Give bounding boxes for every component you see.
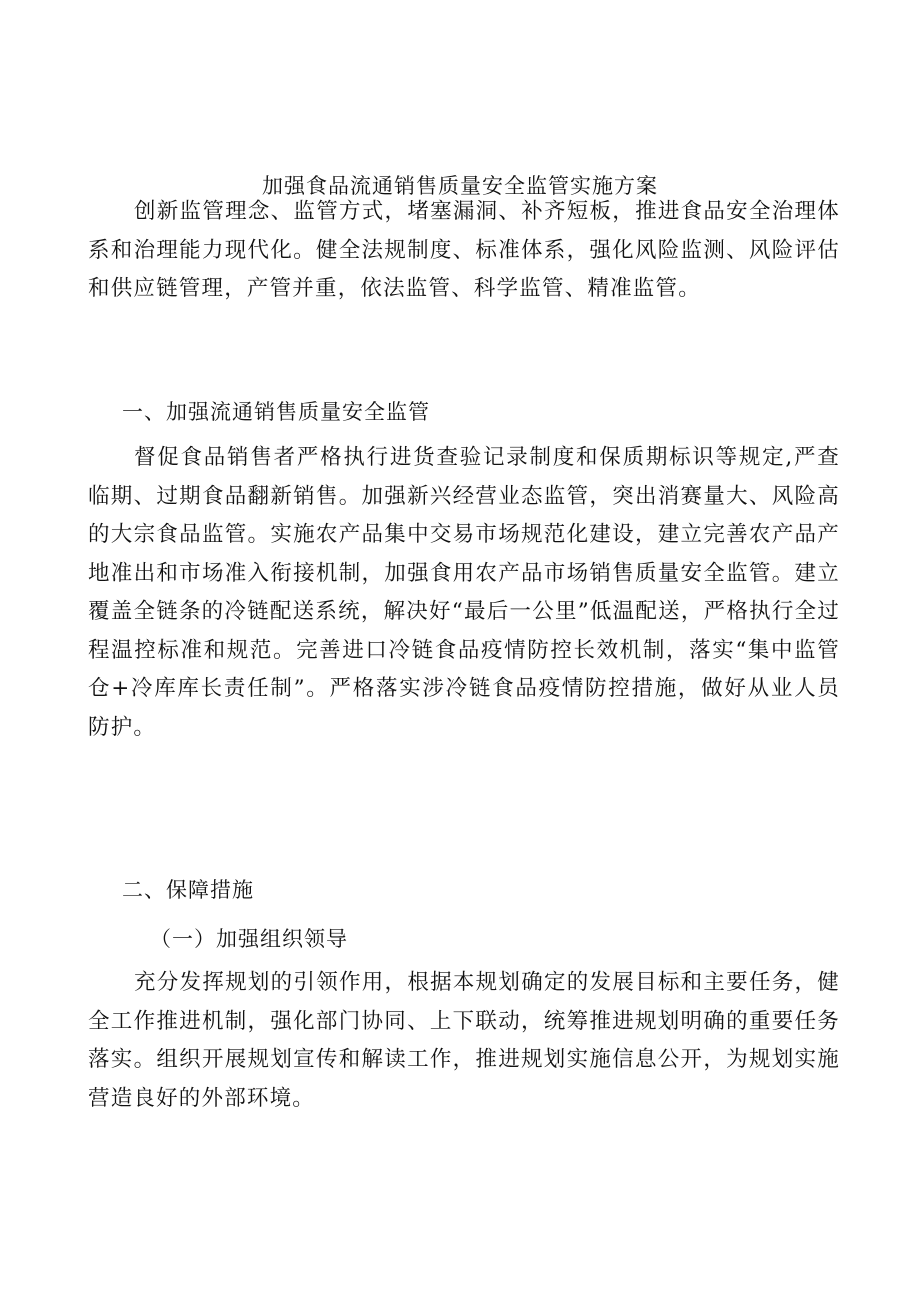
section-2-heading: 二、保障措施 — [122, 878, 254, 902]
intro-paragraph: 创新监管理念、监管方式，堵塞漏洞、补齐短板，推进食品安全治理体系和治理能力现代化。健全法规制度、标准体系，强化风险监测、风险评估和供应链管理，产管并重，依法监管、科学监管、精准监管。 — [88, 199, 840, 301]
subsection-1-heading: （一）加强组织领导 — [150, 927, 348, 951]
section-1-paragraph: 督促食品销售者严格执行进货查验记录制度和保质期标识等规定,严查临期、过期食品翻新销售。加强新兴经营业态监管，突出消赛量大、风险高的大宗食品监管。实施农产品集中交易市场规范化建设，建立完善农产品产地准出和市场准入衔接机制，加强食用农产品市场销售质量安全监管。建立覆盖全链条的冷链配送系统，解决好“最后一公里”低温配送，严格执行全过程温控标准和规范。完善进口冷链食品疫情防控长效机制，落实“集中监管仓+冷库库长责任制”。严格落实涉冷链食品疫情防控措施，做好从业人员防护。 — [88, 445, 840, 740]
section-1-heading: 一、加强流通销售质量安全监管 — [122, 400, 430, 424]
document-title: 加强食品流通销售质量安全监管实施方案 — [262, 174, 658, 198]
subsection-1-paragraph: 充分发挥规划的引领作用，根据本规划确定的发展目标和主要任务，健全工作推进机制，强化部门协同、上下联动，统筹推进规划明确的重要任务落实。组织开展规划宣传和解读工作，推进规划实施信息公开，为规划实施营造良好的外部环境。 — [88, 970, 840, 1111]
